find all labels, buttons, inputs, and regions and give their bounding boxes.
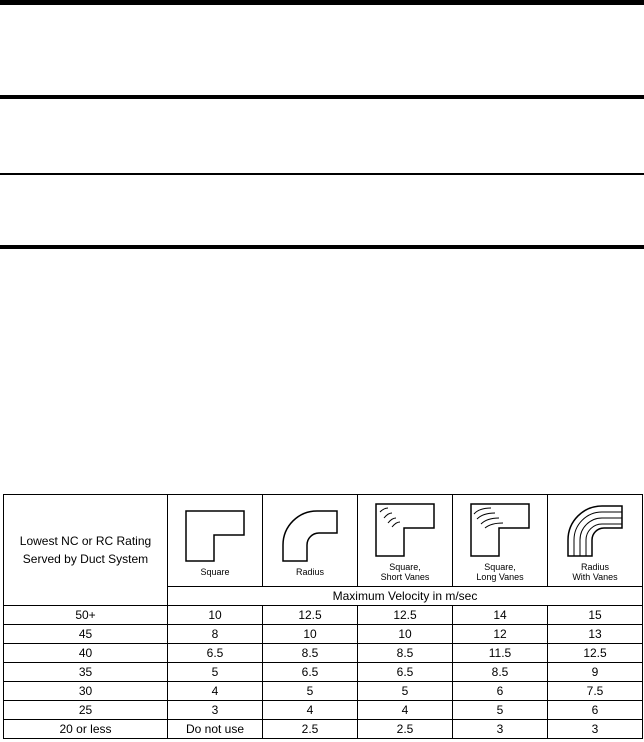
- velocity-cell: 12.5: [548, 644, 643, 663]
- velocity-cell: Do not use: [168, 720, 263, 739]
- fitting-header-square-short-vanes: [358, 495, 453, 587]
- velocity-cell: 13: [548, 625, 643, 644]
- velocity-cell: 10: [168, 606, 263, 625]
- fitting-header-square-long-vanes: [453, 495, 548, 587]
- velocity-cell: 3: [168, 701, 263, 720]
- rating-cell: 25: [4, 701, 168, 720]
- velocity-cell: 2.5: [263, 720, 358, 739]
- fitting-label: Square: [200, 566, 230, 577]
- velocity-cell: 6: [453, 682, 548, 701]
- rating-cell: 20 or less: [4, 720, 168, 739]
- units-label: Maximum Velocity in m/sec: [168, 587, 643, 606]
- velocity-cell: 9: [548, 663, 643, 682]
- rule-4: [0, 245, 644, 249]
- table-row: [4, 606, 643, 625]
- velocity-cell: 7.5: [548, 682, 643, 701]
- rating-cell: 30: [4, 682, 168, 701]
- velocity-cell: 5: [263, 682, 358, 701]
- rating-cell: 45: [4, 625, 168, 644]
- velocity-cell: 15: [548, 606, 643, 625]
- duct-velocity-table: [3, 494, 643, 739]
- table-row: [4, 682, 643, 701]
- table-row: [4, 663, 643, 682]
- velocity-cell: 6: [548, 701, 643, 720]
- velocity-cell: 8.5: [263, 644, 358, 663]
- velocity-cell: 2.5: [358, 720, 453, 739]
- rule-2: [0, 95, 644, 99]
- velocity-cell: 5: [358, 682, 453, 701]
- rating-cell: 50+: [4, 606, 168, 625]
- square-elbow-icon: [180, 505, 250, 565]
- velocity-cell: 11.5: [453, 644, 548, 663]
- velocity-cell: 4: [358, 701, 453, 720]
- table-row: [4, 625, 643, 644]
- velocity-cell: 12.5: [263, 606, 358, 625]
- velocity-cell: 12.5: [358, 606, 453, 625]
- velocity-cell: 4: [168, 682, 263, 701]
- fitting-label: Square, Short Vanes: [380, 561, 430, 582]
- fitting-header-radius-with-vanes: [548, 495, 643, 587]
- table-row: [4, 701, 643, 720]
- table-row: [4, 720, 643, 739]
- header-row: [4, 495, 643, 587]
- table-row: [4, 644, 643, 663]
- radius-with-vanes-elbow-icon: [560, 500, 630, 560]
- velocity-cell: 8: [168, 625, 263, 644]
- velocity-cell: 6.5: [358, 663, 453, 682]
- rating-cell: 40: [4, 644, 168, 663]
- velocity-cell: 12: [453, 625, 548, 644]
- velocity-cell: 10: [263, 625, 358, 644]
- fitting-header-radius: [263, 495, 358, 587]
- fitting-label: Radius With Vanes: [572, 561, 618, 582]
- square-short-vanes-elbow-icon: [370, 500, 440, 560]
- velocity-cell: 14: [453, 606, 548, 625]
- velocity-cell: 6.5: [263, 663, 358, 682]
- velocity-cell: 8.5: [358, 644, 453, 663]
- velocity-cell: 6.5: [168, 644, 263, 663]
- velocity-cell: 4: [263, 701, 358, 720]
- rating-cell: 35: [4, 663, 168, 682]
- velocity-cell: 8.5: [453, 663, 548, 682]
- top-rule-thick: [0, 0, 644, 5]
- data-rows: [4, 606, 643, 739]
- velocity-cell: 5: [453, 701, 548, 720]
- fitting-label: Square, Long Vanes: [476, 561, 524, 582]
- velocity-cell: 10: [358, 625, 453, 644]
- velocity-cell: 3: [453, 720, 548, 739]
- rule-3: [0, 173, 644, 175]
- radius-elbow-icon: [275, 505, 345, 565]
- velocity-cell: 3: [548, 720, 643, 739]
- square-long-vanes-elbow-icon: [465, 500, 535, 560]
- rating-column-header: Lowest NC or RC Rating Served by Duct System: [4, 495, 168, 606]
- fitting-label: Radius: [295, 566, 324, 577]
- velocity-cell: 5: [168, 663, 263, 682]
- fitting-header-square: [168, 495, 263, 587]
